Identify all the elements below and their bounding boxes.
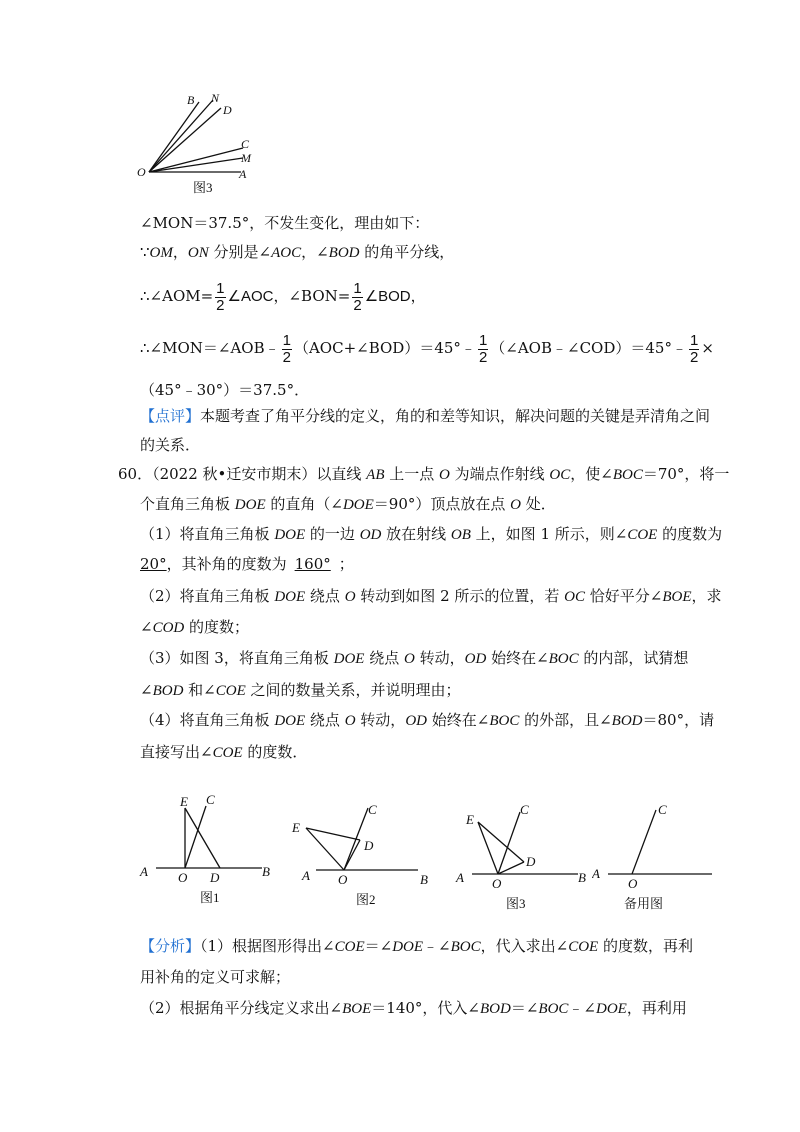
- label-E: E: [466, 812, 474, 827]
- label-A: A: [592, 866, 600, 881]
- review-tag: 【点评】: [140, 407, 201, 425]
- label-O: O: [178, 870, 188, 885]
- figure-2: [290, 790, 440, 920]
- text-line: 个直角三角板 DOE 的直角（∠DOE＝90°）顶点放在点 O 处．: [140, 495, 556, 513]
- answer-2: 160°: [294, 555, 331, 573]
- label-D: D: [364, 838, 374, 853]
- fraction: $\frac{1}{2}$: [689, 331, 699, 366]
- label-O: O: [628, 876, 638, 891]
- text-line: （3）如图 3，将直角三角板 DOE 绕点 O 转动，OD 始终在∠BOC 的内部，试猜想: [140, 649, 689, 667]
- figure-caption: 图2: [356, 892, 376, 907]
- label-C: C: [658, 802, 667, 817]
- fraction: $\frac{1}{2}$: [216, 279, 225, 314]
- label-N: N: [211, 92, 220, 105]
- top-rays-figure: [135, 92, 265, 197]
- label-A: A: [140, 864, 148, 879]
- analysis-tag: 【分析】: [140, 937, 201, 955]
- label-B: B: [262, 864, 270, 879]
- label-D: D: [223, 103, 232, 117]
- text-line: 20°，其补角的度数为 160° ；: [140, 555, 354, 573]
- figure-caption: 图1: [200, 890, 220, 905]
- text-line: ∠MON＝37.5°，不发生变化，理由如下：: [140, 214, 430, 232]
- label-C: C: [206, 792, 215, 807]
- figure-1: [136, 790, 286, 920]
- text-line: ∴∠AOM= $\frac{1}{2}$ ∠AOC，∠BON= $\frac{1}{2}$ ∠BOD，: [140, 279, 426, 314]
- text-line: ∠BOD 和∠COE 之间的数量关系，并说明理由；: [140, 681, 461, 699]
- text-line: （4）将直角三角板 DOE 绕点 O 转动，OD 始终在∠BOC 的外部，且∠BOD＝80°，请: [140, 711, 715, 729]
- fraction: $\frac{1}{2}$: [353, 279, 362, 314]
- label-B: B: [420, 872, 428, 887]
- answer-1: 20°: [140, 555, 167, 573]
- figure-caption: 图3: [193, 180, 213, 195]
- text-line: ∵OM，ON 分别是∠AOC，∠BOD 的角平分线，: [140, 243, 455, 261]
- text-line: （1）将直角三角板 DOE 的一边 OD 放在射线 OB 上，如图 1 所示，则∠COE 的度数为: [140, 525, 723, 543]
- label-E: E: [292, 820, 300, 835]
- figure-caption: 图3: [506, 896, 526, 911]
- text-line: （45°﹣30°）＝37.5°．: [140, 381, 310, 399]
- label-E: E: [180, 794, 188, 809]
- label-C: C: [241, 137, 250, 151]
- figure-backup: [592, 790, 722, 920]
- figure-3: [452, 790, 592, 920]
- text-line: ∠COD 的度数；: [140, 618, 250, 636]
- text-line: ∴∠MON＝∠AOB﹣ $\frac{1}{2}$ （AOC+∠BOD）＝45°﹣ $\frac{1}{2}$ （∠AOB﹣∠COD）＝45°﹣ $\frac{1}{2}$ ×: [140, 331, 714, 366]
- label-C: C: [520, 802, 529, 817]
- label-B: B: [187, 93, 195, 107]
- text-line: 用补角的定义可求解；: [140, 968, 291, 986]
- figure-caption: 备用图: [624, 896, 664, 911]
- analysis-line: 【分析】（1）根据图形得出∠COE＝∠DOE﹣∠BOC，代入求出∠COE 的度数，再利: [140, 937, 693, 955]
- label-D: D: [526, 854, 536, 869]
- label-D: D: [210, 870, 220, 885]
- text-line: 直接写出∠COE 的度数．: [140, 743, 308, 761]
- label-O: O: [338, 872, 348, 887]
- text-line: （2）将直角三角板 DOE 绕点 O 转动到如图 2 所示的位置，若 OC 恰好平分∠BOE，求: [140, 587, 722, 605]
- question-60: 60．（2022 秋•迁安市期末）以直线 AB 上一点 O 为端点作射线 OC，使∠BOC＝70°，将一: [118, 465, 730, 483]
- fraction: $\frac{1}{2}$: [478, 331, 488, 366]
- label-M: M: [241, 151, 251, 165]
- label-B: B: [578, 870, 586, 885]
- label-O: O: [137, 165, 146, 179]
- fraction: $\frac{1}{2}$: [282, 331, 291, 366]
- text-line: （2）根据角平分线定义求出∠BOE＝140°，代入∠BOD＝∠BOC﹣∠DOE，再利用: [140, 999, 687, 1017]
- review-line: 【点评】本题考查了角平分线的定义，角的和差等知识，解决问题的关键是弄清角之间: [140, 407, 711, 425]
- label-A: A: [239, 167, 247, 181]
- label-C: C: [368, 802, 377, 817]
- label-A: A: [456, 870, 464, 885]
- text-line: 的关系．: [140, 436, 201, 454]
- label-O: O: [492, 876, 502, 891]
- label-A: A: [302, 868, 310, 883]
